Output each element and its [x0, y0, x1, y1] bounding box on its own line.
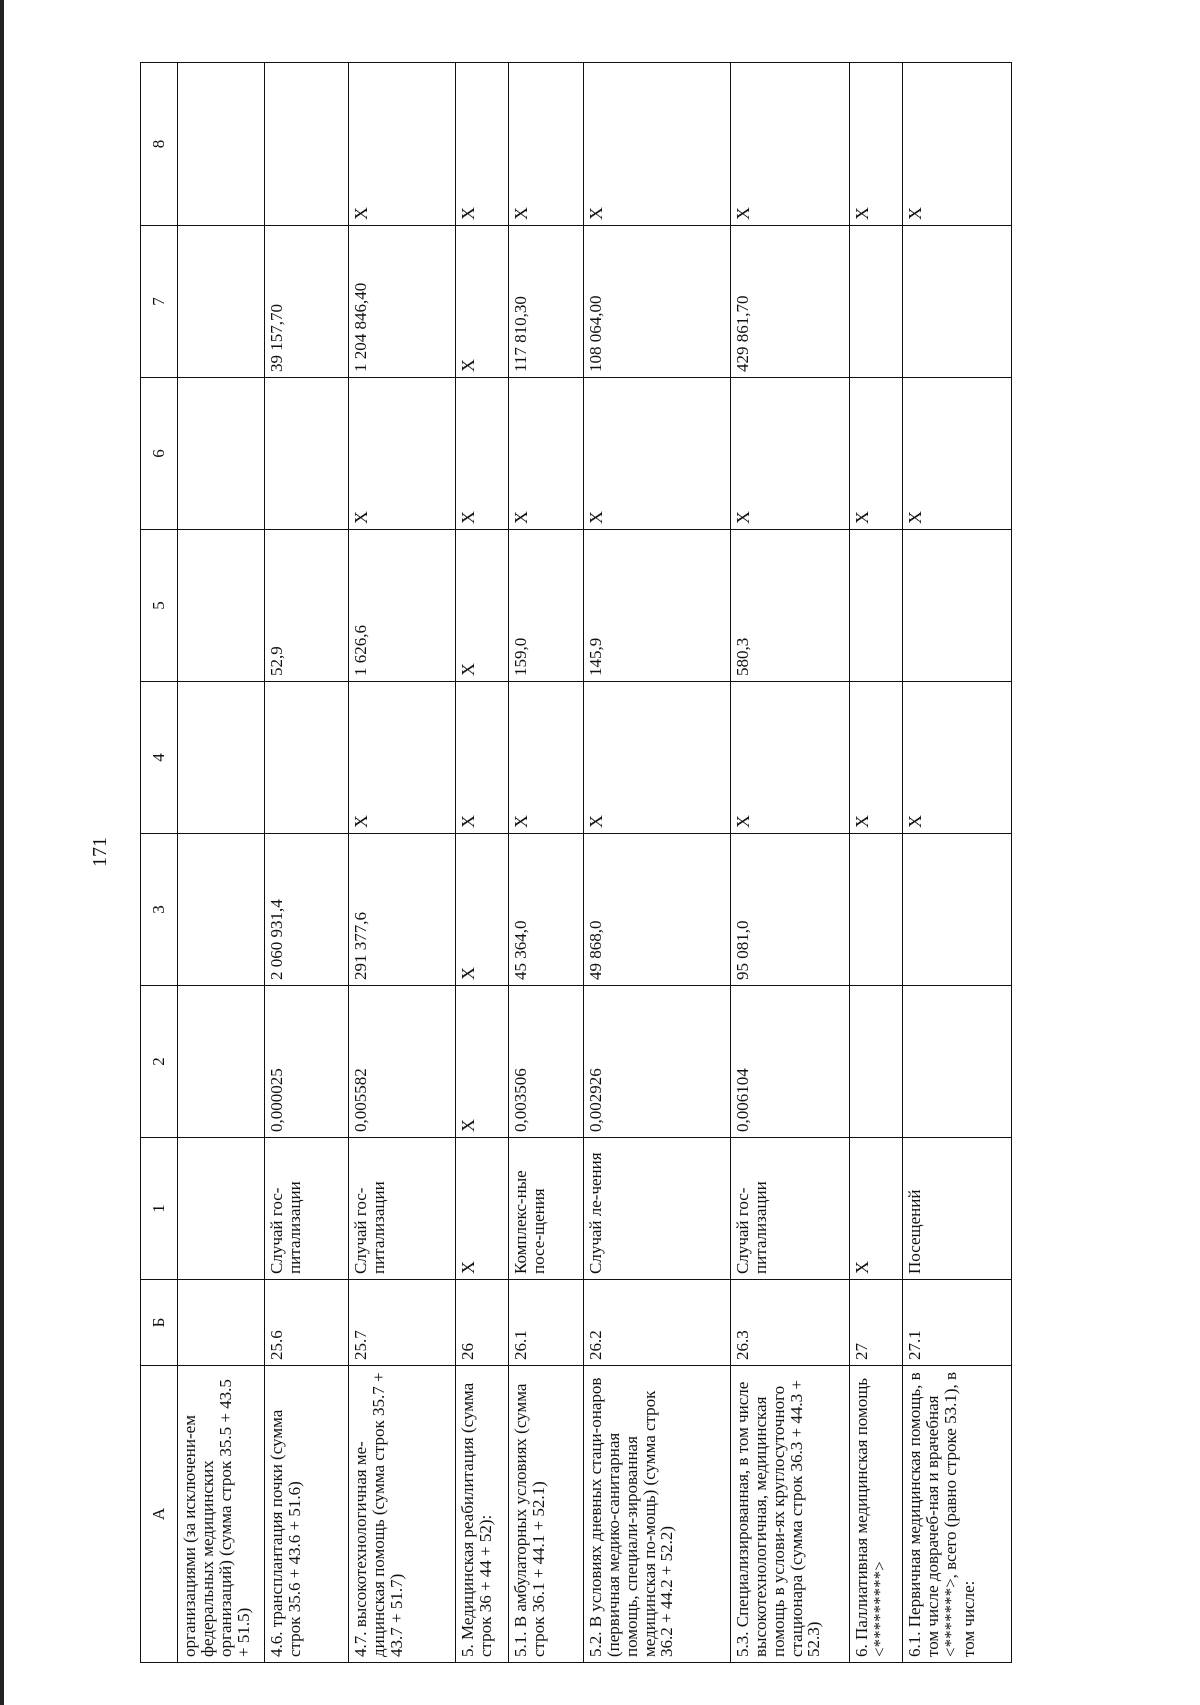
cell-col-4 [178, 682, 265, 834]
header-cell: 3 [141, 834, 178, 986]
row-description: 5.3. Специализированная, в том числе высокотехнологичная, медицинская помощь в услови-ях круглосуточного стационара (сумма строк 36.3 + 44.3 + 52.3) [731, 1366, 850, 1663]
cell-col-4: X [456, 682, 509, 834]
row-description: организациями (за исключени-ем федеральных медицинских организаций) (сумма строк 35.5 + 43.5 + 51.5) [178, 1366, 265, 1663]
cell-col-3: 45 364,0 [509, 834, 584, 986]
cell-col-7: 117 810,30 [509, 226, 584, 378]
row-description: 5.2. В условиях дневных стаци-онаров (первичная медико-санитарная помощь, специали-зированная медицинская по-мощь) (сумма строк 36.2 + 44.2 + 52.2) [584, 1366, 731, 1663]
cell-col-7 [850, 226, 903, 378]
page-number: 171 [89, 837, 111, 867]
cell-col-3: 2 060 931,4 [265, 834, 349, 986]
cell-col-7: 108 064,00 [584, 226, 731, 378]
scan-edge [0, 0, 4, 1705]
row-unit: X [850, 1138, 903, 1280]
row-code: 26.1 [509, 1280, 584, 1366]
cell-col-6: X [509, 378, 584, 530]
row-unit: X [456, 1138, 509, 1280]
cell-col-3 [903, 834, 1012, 986]
cell-col-5: 1 626,6 [349, 530, 456, 682]
table-row [349, 63, 456, 1663]
row-unit: Посещений [903, 1138, 1012, 1280]
row-description: 6.1. Первичная медицинская помощь, в том числе доврачеб-ная и врачебная <*******>, всего (равно строке 53.1), в том числе: [903, 1366, 1012, 1663]
header-cell: 1 [141, 1138, 178, 1280]
header-cell: 5 [141, 530, 178, 682]
cell-col-6: X [850, 378, 903, 530]
cell-col-4 [265, 682, 349, 834]
row-code: 25.7 [349, 1280, 456, 1366]
cell-col-3: 49 868,0 [584, 834, 731, 986]
cell-col-3: X [456, 834, 509, 986]
table-row [178, 63, 265, 1663]
cell-col-8: X [903, 63, 1012, 226]
cell-col-5 [178, 530, 265, 682]
cell-col-5 [850, 530, 903, 682]
table-row [509, 63, 584, 1663]
cell-col-2: 0,003506 [509, 986, 584, 1138]
cell-col-5 [903, 530, 1012, 682]
cell-col-4: X [584, 682, 731, 834]
row-unit: Случай ле-чения [584, 1138, 731, 1280]
row-code: 26.3 [731, 1280, 850, 1366]
row-description: 5.1. В амбулаторных условиях (сумма строк 36.1 + 44.1 + 52.1) [509, 1366, 584, 1663]
header-cell: А [141, 1366, 178, 1663]
cell-col-8: X [731, 63, 850, 226]
cell-col-8 [265, 63, 349, 226]
row-description: 4.6. трансплантация почки (сумма строк 35.6 + 43.6 + 51.6) [265, 1366, 349, 1663]
row-code: 27 [850, 1280, 903, 1366]
cell-col-4: X [509, 682, 584, 834]
header-row [141, 63, 178, 1663]
cell-col-6: X [903, 378, 1012, 530]
cell-col-8 [178, 63, 265, 226]
row-description: 6. Паллиативная медицинская помощь <*********> [850, 1366, 903, 1663]
cell-col-5: 159,0 [509, 530, 584, 682]
table-row [850, 63, 903, 1663]
row-unit: Случай гос-питализации [265, 1138, 349, 1280]
row-unit: Случай гос-питализации [731, 1138, 850, 1280]
table-row [731, 63, 850, 1663]
cell-col-2 [178, 986, 265, 1138]
row-code [178, 1280, 265, 1366]
header-cell: 4 [141, 682, 178, 834]
cell-col-4: X [731, 682, 850, 834]
cell-col-7: 429 861,70 [731, 226, 850, 378]
cell-col-3: 291 377,6 [349, 834, 456, 986]
row-unit [178, 1138, 265, 1280]
cell-col-5: 52,9 [265, 530, 349, 682]
cell-col-8: X [456, 63, 509, 226]
table-row [584, 63, 731, 1663]
header-cell: Б [141, 1280, 178, 1366]
row-code: 27.1 [903, 1280, 1012, 1366]
cell-col-2: 0,005582 [349, 986, 456, 1138]
cell-col-7: 39 157,70 [265, 226, 349, 378]
cell-col-2 [903, 986, 1012, 1138]
report-table [140, 62, 1012, 1663]
cell-col-2: X [456, 986, 509, 1138]
row-description: 5. Медицинская реабилитация (сумма строк 36 + 44 + 52): [456, 1366, 509, 1663]
cell-col-8: X [509, 63, 584, 226]
cell-col-3: 95 081,0 [731, 834, 850, 986]
cell-col-6: X [456, 378, 509, 530]
header-cell: 6 [141, 378, 178, 530]
row-unit: Случай гос-питализации [349, 1138, 456, 1280]
cell-col-8: X [584, 63, 731, 226]
cell-col-3 [850, 834, 903, 986]
cell-col-2: 0,000025 [265, 986, 349, 1138]
table-row [456, 63, 509, 1663]
row-code: 26.2 [584, 1280, 731, 1366]
cell-col-2: 0,002926 [584, 986, 731, 1138]
cell-col-6 [178, 378, 265, 530]
cell-col-6: X [584, 378, 731, 530]
header-cell: 2 [141, 986, 178, 1138]
cell-col-5: X [456, 530, 509, 682]
cell-col-7 [178, 226, 265, 378]
cell-col-2 [850, 986, 903, 1138]
cell-col-5: 580,3 [731, 530, 850, 682]
cell-col-6: X [731, 378, 850, 530]
cell-col-4: X [850, 682, 903, 834]
cell-col-5: 145,9 [584, 530, 731, 682]
header-cell: 7 [141, 226, 178, 378]
header-cell: 8 [141, 63, 178, 226]
cell-col-8: X [850, 63, 903, 226]
table-row [265, 63, 349, 1663]
cell-col-7: X [456, 226, 509, 378]
cell-col-2: 0,006104 [731, 986, 850, 1138]
cell-col-7: 1 204 846,40 [349, 226, 456, 378]
cell-col-8: X [349, 63, 456, 226]
cell-col-3 [178, 834, 265, 986]
row-unit: Комплекс-ные посе-щения [509, 1138, 584, 1280]
row-description: 4.7. высокотехнологичная ме-дицинская помощь (сумма строк 35.7 + 43.7 + 51.7) [349, 1366, 456, 1663]
cell-col-6: X [349, 378, 456, 530]
cell-col-6 [265, 378, 349, 530]
row-code: 25.6 [265, 1280, 349, 1366]
row-code: 26 [456, 1280, 509, 1366]
cell-col-7 [903, 226, 1012, 378]
cell-col-4: X [903, 682, 1012, 834]
rotated-table-container [140, 63, 1140, 1663]
cell-col-4: X [349, 682, 456, 834]
table-row [903, 63, 1012, 1663]
